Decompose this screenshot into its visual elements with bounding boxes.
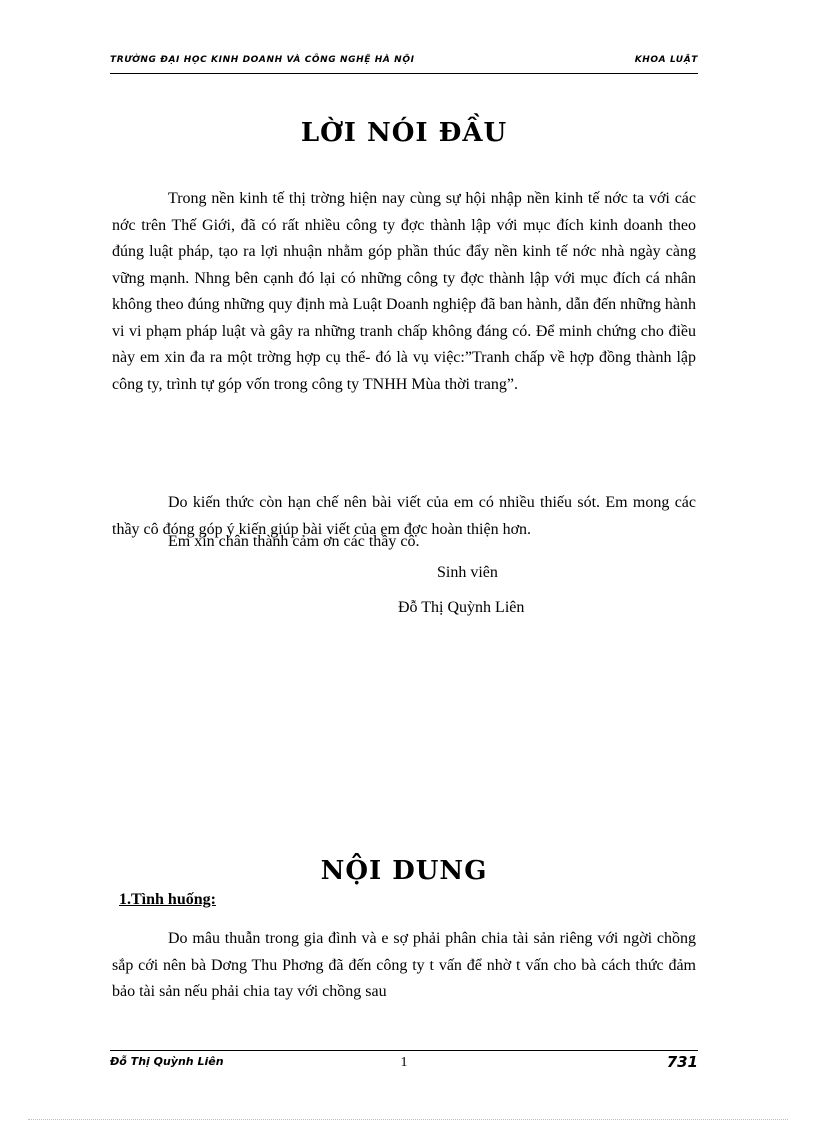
preface-title: LỜI NÓI ĐẦU: [300, 118, 508, 148]
header-school-name: TRƯỜNG ĐẠI HỌC KINH DOANH VÀ CÔNG NGHỆ HÀ NỘI: [110, 55, 415, 65]
section-heading: 1.Tình huống:: [119, 891, 216, 908]
preface-paragraph-3: Em xin chân thành cảm ơn các thầy cô.: [168, 533, 420, 550]
page-footer: [110, 1050, 698, 1075]
footer-page-number: 1: [400, 1055, 408, 1070]
footer-class-code: 731: [666, 1053, 698, 1071]
signer-role: Sinh viên: [437, 564, 498, 581]
page-header: [110, 53, 698, 74]
page-edge-divider: [28, 1119, 788, 1120]
content-title: NỘI DUNG: [320, 856, 488, 886]
footer-author: Đỗ Thị Quỳnh Liên: [110, 1055, 224, 1068]
header-faculty: KHOA LUẬT: [634, 55, 698, 65]
preface-paragraph-2: Do kiến thức còn hạn chế nên bài viết của em có nhiều thiếu sót. Em mong các thầy cô đóng góp ý kiến giúp bài viết của em đợc hoàn thiện hơn.: [112, 494, 696, 538]
preface-paragraph-1: Trong nền kinh tế thị trờng hiện nay cùng sự hội nhập nền kinh tế nớc ta với các nớc trên Thế Giới, đã có rất nhiều công ty đợc thành lập với mục đích kinh doanh theo đúng luật pháp, tạo ra lợi nhuận nhằm góp phần thúc đẩy nền kinh tế nớc nhà ngày càng vững mạnh. Nhng bên cạnh đó lại có những công ty đợc thành lập với mục đích cá nhân không theo đúng những quy định mà Luật Doanh nghiệp đã ban hành, dẫn đến những hành vi vi phạm pháp luật và gây ra những tranh chấp không đáng có. Để minh chứng cho điều này em xin đa ra một trờng hợp cụ thể- đó là vụ việc:”Tranh chấp về hợp đồng thành lập công ty, trình tự góp vốn trong công ty TNHH Mùa thời trang”.: [112, 190, 696, 393]
content-paragraph-1: Do mâu thuẫn trong gia đình và e sợ phải phân chia tài sản riêng với ngời chồng sắp cới nên bà Dơng Thu Phơng đã đến công ty t vấn để nhờ t vấn cho bà cách thức đảm bảo tài sản nếu phải chia tay với chồng sau: [112, 930, 696, 1000]
signer-name: Đỗ Thị Quỳnh Liên: [398, 599, 525, 616]
